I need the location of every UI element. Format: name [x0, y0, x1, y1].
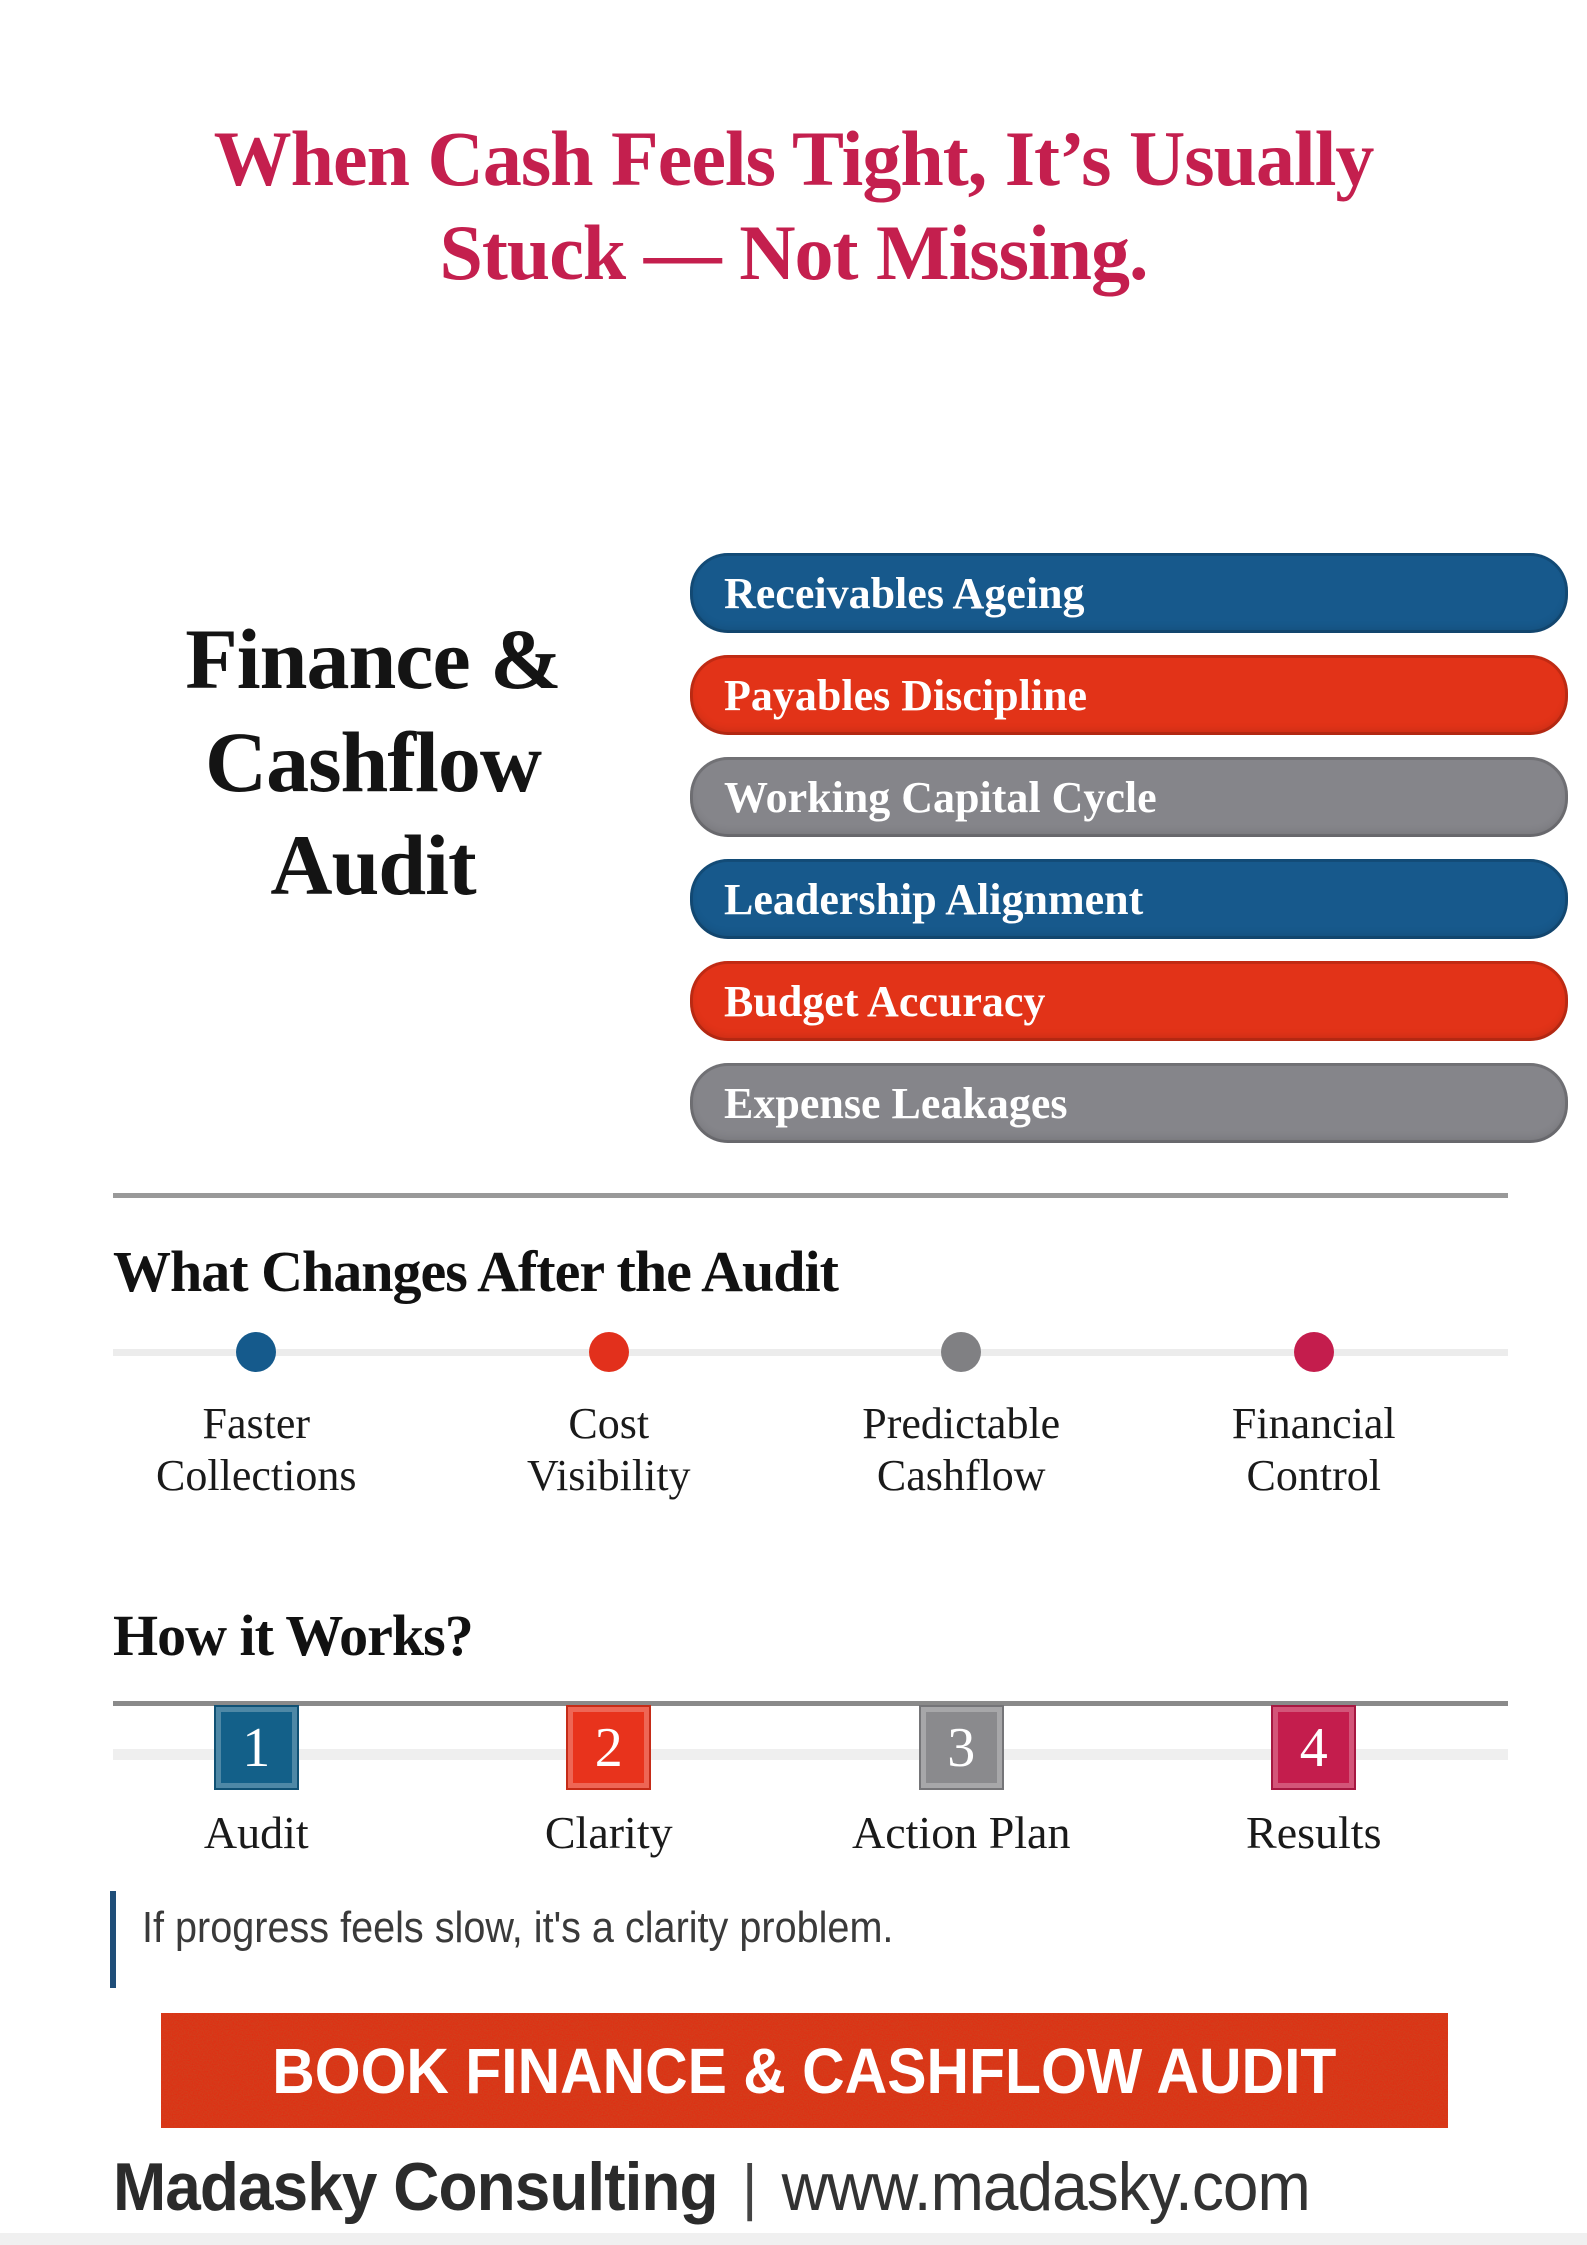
pill-expense-leakages[interactable] [690, 1063, 1568, 1143]
step-label-clarity: Clarity [544, 1807, 673, 1858]
changes-label-faster-collections: Faster Collections [156, 1399, 357, 1500]
changes-label-predictable-cashflow: Predictable Cashflow [862, 1399, 1061, 1500]
quote-text: If progress feels slow, it's a clarity problem. [142, 1903, 894, 1952]
step-number: 3 [947, 1716, 976, 1779]
how-labels-row [80, 1806, 1490, 1859]
footer-separator: | [742, 2152, 758, 2222]
footer [113, 2148, 1485, 2226]
changes-label-cost-visibility: Cost Visibility [526, 1399, 691, 1500]
section-divider [113, 1193, 1508, 1198]
changes-label-financial-control: Financial Control [1231, 1399, 1396, 1500]
pill-leadership-alignment[interactable] [690, 859, 1568, 939]
pill-receivables-ageing[interactable] [690, 553, 1568, 633]
audit-topics-list [690, 553, 1568, 1165]
changes-labels-row [80, 1398, 1490, 1502]
pill-working-capital-cycle[interactable] [690, 757, 1568, 837]
step-square-4 [1271, 1705, 1356, 1790]
dot-predictable-cashflow [941, 1332, 981, 1372]
book-audit-button[interactable] [161, 2013, 1448, 2128]
step-number: 2 [594, 1716, 623, 1779]
changes-dots-row [80, 1332, 1490, 1372]
pill-label: Working Capital Cycle [724, 772, 1157, 822]
how-heading: How it Works? [113, 1603, 473, 1668]
pill-payables-discipline[interactable] [690, 655, 1568, 735]
how-steps-row [80, 1705, 1490, 1790]
step-square-2 [566, 1705, 651, 1790]
step-label-results: Results [1246, 1807, 1382, 1858]
pill-label: Leadership Alignment [724, 874, 1144, 924]
pill-budget-accuracy[interactable] [690, 961, 1568, 1041]
changes-heading: What Changes After the Audit [113, 1239, 838, 1304]
service-title-line2: Cashflow [204, 714, 542, 811]
pill-label: Receivables Ageing [724, 568, 1085, 618]
step-number: 1 [242, 1716, 271, 1779]
service-title [78, 608, 668, 918]
dot-cost-visibility [589, 1332, 629, 1372]
dot-financial-control [1294, 1332, 1334, 1372]
step-number: 4 [1299, 1716, 1328, 1779]
quote-accent-bar [110, 1891, 116, 1988]
step-square-3 [919, 1705, 1004, 1790]
pill-label: Budget Accuracy [724, 976, 1046, 1026]
page-title [0, 112, 1587, 299]
page-title-line1: When Cash Feels Tight, It’s Usually [213, 115, 1374, 202]
brand-name: Madasky Consulting [113, 2149, 718, 2225]
step-label-action-plan: Action Plan [852, 1807, 1071, 1858]
page-title-line2: Stuck — Not Missing. [439, 208, 1148, 296]
dot-faster-collections [236, 1332, 276, 1372]
book-audit-button-label: BOOK FINANCE & CASHFLOW AUDIT [272, 2034, 1337, 2107]
step-square-1 [214, 1705, 299, 1790]
step-label-audit: Audit [203, 1807, 309, 1858]
bottom-strip [0, 2233, 1587, 2245]
pill-label: Payables Discipline [724, 670, 1088, 720]
website-link[interactable]: www.madasky.com [781, 2149, 1310, 2225]
pill-label: Expense Leakages [724, 1078, 1068, 1128]
service-title-line1: Finance & [185, 611, 561, 707]
service-title-line3: Audit [270, 817, 476, 914]
